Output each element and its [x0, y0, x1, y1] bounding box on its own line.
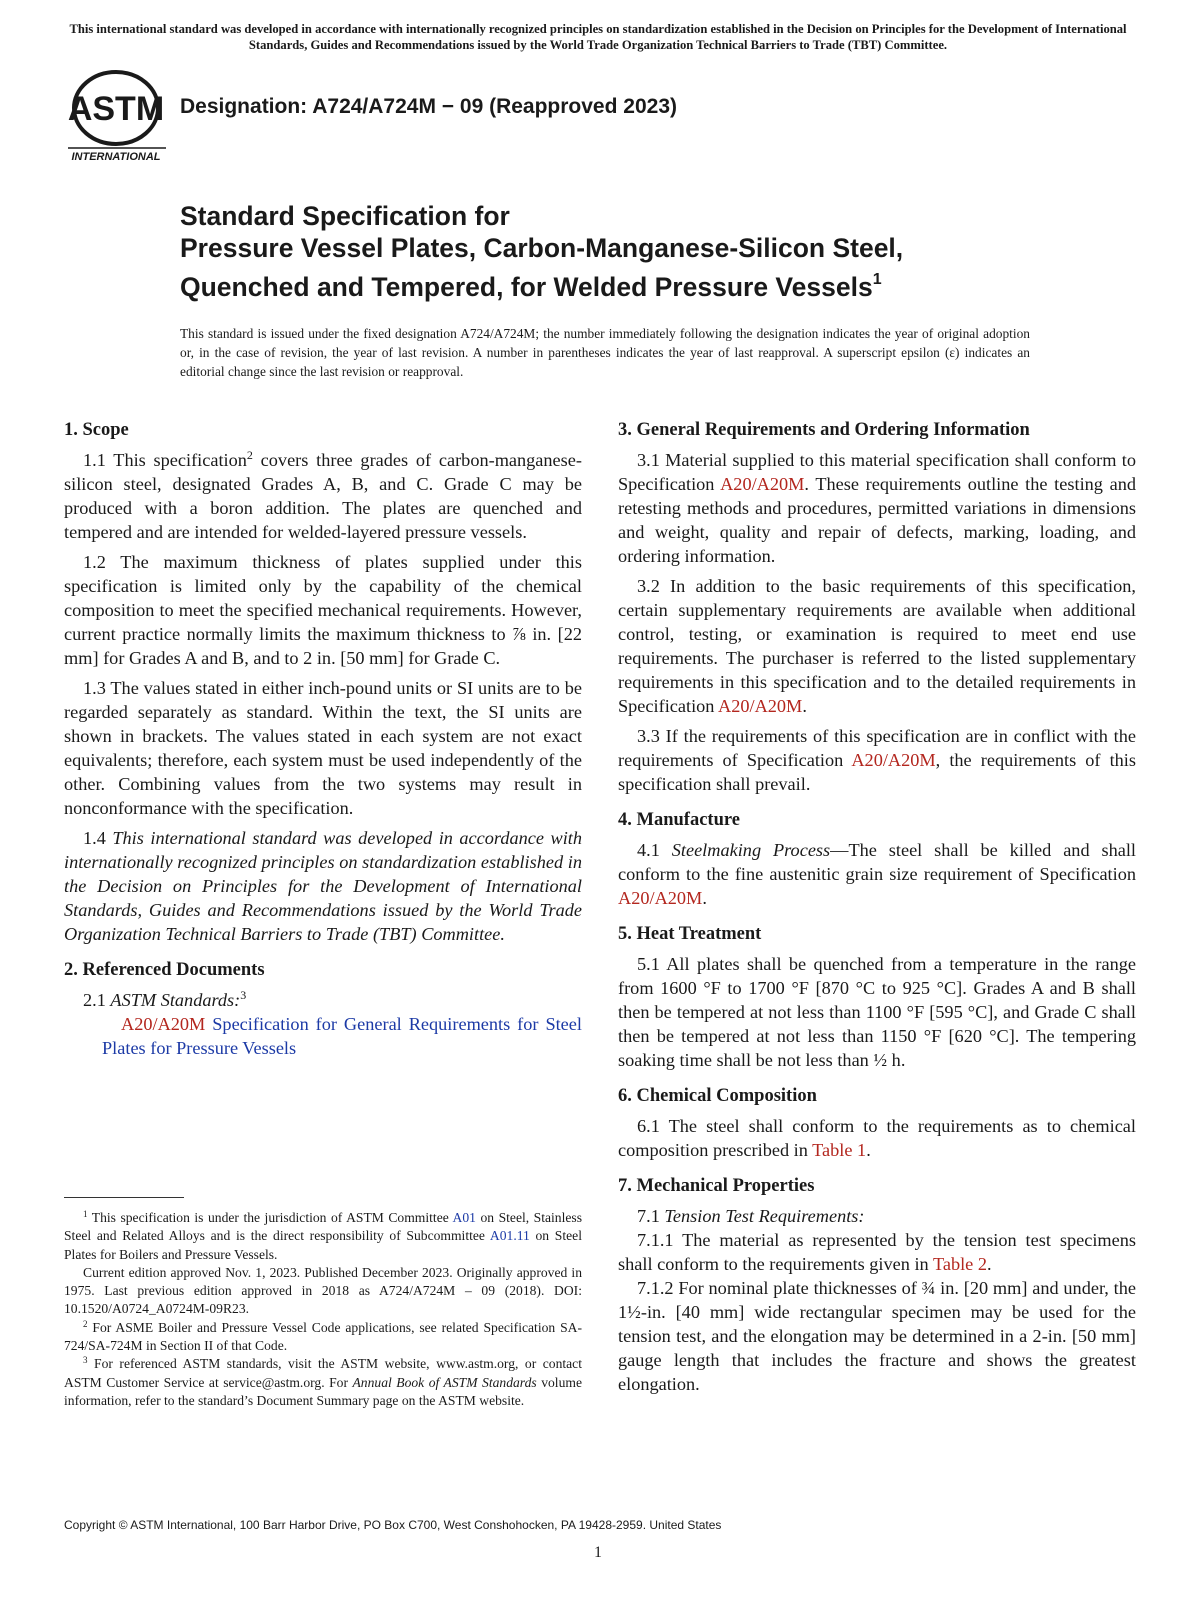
section-heading: 4. Manufacture — [618, 810, 740, 830]
paragraph-1-2: 1.2 The maximum thickness of plates supplied under this specification is limited only by the capability of the chemical composition to meet the specified mechanical requirements. However, current practice normally limits the maximum thickness to ⅞ in. [22 mm] for Grades A and B, and to 2 in. [50 mm] for Grade C. — [64, 552, 582, 668]
spec-link[interactable]: A20/A20M — [618, 888, 703, 908]
paragraph-3-3: 3.3 If the requirements of this specification are in conflict with the requirements of Specification A20/A20M, the requirements of this specification shall prevail. — [618, 726, 1136, 794]
footnote-1-edition: Current edition approved Nov. 1, 2023. Published December 2023. Originally approved in 1975. Last previous edition approved in 2018 as A724/A724M – 09 (2018). DOI: 10.1520/A0724_A0724M-09R23. — [64, 1264, 582, 1317]
committee-link[interactable]: A01 — [452, 1210, 476, 1225]
page-title — [180, 200, 1080, 303]
section-heading: 5. Heat Treatment — [618, 924, 762, 944]
left-column — [64, 418, 582, 1072]
footnotes — [64, 1209, 582, 1410]
section-referenced-documents — [64, 958, 582, 1060]
spec-link[interactable]: A20/A20M — [720, 474, 805, 494]
subcommittee-link[interactable]: A01.11 — [489, 1228, 530, 1244]
copyright: Copyright © ASTM International, 100 Barr Harbor Drive, PO Box C700, West Conshohocken, PA 19428-2959. United States — [64, 1518, 722, 1532]
section-heading: 6. Chemical Composition — [618, 1086, 817, 1106]
paragraph-5-1: 5.1 All plates shall be quenched from a temperature in the range from 1600 °F to 1700 °F [870 °C to 925 °C]. Grades A and B shall then be tempered at not less than 1100 °F [595 °C], and Grade C shall then be tempered at not less than 1150 °F [620 °C]. The tempering soaking time shall be not less than ½ h. — [618, 954, 1136, 1070]
footnote-3: $^3$ For referenced ASTM standards, visit the ASTM website, www.astm.org, or contact ASTM Customer Service at service@astm.org. For Annual Book of ASTM Standards volume information, refer to the standard’s Document Summary page on the ASTM website. — [64, 1355, 582, 1408]
section-heading: 7. Mechanical Properties — [618, 1176, 815, 1196]
reference-entry[interactable] — [64, 1012, 582, 1060]
paragraph-7-1-2: 7.1.2 For nominal plate thicknesses of ¾ in. [20 mm] and under, the 1½-in. [40 mm] wide rectangular specimen may be used for the tension test, and the elongation may be determined in a 2-in. [50 mm] gauge length that includes the fracture and shows the greatest elongation. — [618, 1278, 1136, 1394]
paragraph-7-1-1: 7.1.1 The material as represented by the tension test specimens shall conform to the requirements given in Table 2. — [618, 1230, 1136, 1274]
page-number: 1 — [594, 1544, 602, 1561]
right-column — [618, 418, 1136, 1408]
reference-link[interactable]: A20/A20M — [121, 1014, 206, 1034]
footnote-1: $^1$ This specification is under the jurisdiction of ASTM Committee A01 on Steel, Stainless Steel and Related Alloys and is the direct responsibility of Subcommittee A01.11 on Steel Plates for Boilers and Pressure Vessels. — [64, 1209, 582, 1262]
section-mechanical-properties — [618, 1174, 1136, 1396]
footnote-2: $^2$ For ASME Boiler and Pressure Vessel Code applications, see related Specification SA-724/SA-724M in Section II of that Code. — [64, 1318, 582, 1354]
wto-notice: This international standard was developed in accordance with internationally recognized principles on standardization established in the Decision on Principles for the Development of International Standards, Guides and Recommendations issued by the World Trade Organization Technical Barriers to Trade (TBT) Committee. — [69, 22, 1127, 52]
issue-note: This standard is issued under the fixed designation A724/A724M; the number immediately following the designation indicates the year of original adoption or, in the case of revision, the year of last revision. A number in parentheses indicates the year of last reapproval. A superscript epsilon (ε) indicates an editorial change since the last revision or reapproval. — [180, 326, 1030, 379]
astm-logo-icon — [66, 70, 170, 168]
section-chemical-composition — [618, 1084, 1136, 1162]
table-link[interactable]: Table 1 — [812, 1140, 867, 1160]
paragraph-3-2: 3.2 In addition to the basic requirements of this specification, certain supplementary requirements are available when additional control, testing, or examination is required to meet end use requirements. The purchaser is referred to the listed supplementary requirements in this specification and to the detailed requirements in Specification A20/A20M. — [618, 576, 1136, 716]
section-scope — [64, 418, 582, 946]
paragraph-3-1: 3.1 Material supplied to this material specification shall conform to Specification A20/A20M. These requirements outline the testing and retesting methods and procedures, permitted variations in dimensions and weight, quality and repair of defects, marking, loading, and ordering information. — [618, 450, 1136, 566]
paragraph-1-1: 1.1 This specification$^2$ covers three grades of carbon-manganese-silicon steel, designated Grades A, B, and C. Grade C may be produced with a boron addition. The plates are quenched and tempered and are intended for welded-layered pressure vessels. — [64, 448, 582, 542]
section-heading: 3. General Requirements and Ordering Information — [618, 420, 1030, 440]
paragraph-2-1: 2.1 ASTM Standards:$^3$ — [83, 988, 247, 1010]
paragraph-1-4: 1.4 This international standard was developed in accordance with internationally recognized principles on standardization established in the Decision on Principles for the Development of International Standards, Guides and Recommendations issued by the World Trade Organization Technical Barriers to Trade (TBT) Committee. — [64, 828, 583, 944]
section-heading: 1. Scope — [64, 420, 129, 440]
section-manufacture — [618, 808, 1136, 910]
logo-lettering: ASTM — [67, 90, 165, 128]
section-heat-treatment — [618, 922, 1136, 1072]
title-line-1: Standard Specification for — [180, 201, 510, 231]
title-line-3: Quenched and Tempered, for Welded Pressure Vessels — [180, 272, 873, 302]
title-footnote-mark: 1 — [872, 271, 882, 288]
astm-logo — [66, 70, 170, 168]
footnote-ref[interactable]: 2 — [246, 448, 253, 462]
paragraph-7-1: 7.1 Tension Test Requirements: — [637, 1206, 865, 1226]
logo-tagline: INTERNATIONAL — [71, 151, 161, 163]
spec-link[interactable]: A20/A20M — [851, 750, 936, 770]
footnote-divider — [64, 1197, 184, 1198]
table-link[interactable]: Table 2 — [932, 1254, 988, 1274]
spec-link[interactable]: A20/A20M — [718, 696, 803, 716]
reference-title-link[interactable]: Specification for General Requirements for Steel Plates for Pressure Vessels — [102, 1014, 582, 1058]
footnote-ref[interactable]: 3 — [240, 988, 247, 1002]
section-general-requirements — [618, 418, 1136, 796]
section-heading: 2. Referenced Documents — [64, 960, 265, 980]
title-line-2: Pressure Vessel Plates, Carbon-Manganese-Silicon Steel, — [180, 233, 904, 263]
paragraph-6-1: 6.1 The steel shall conform to the requirements as to chemical composition prescribed in Table 1. — [618, 1116, 1136, 1160]
paragraph-1-3: 1.3 The values stated in either inch-pound units or SI units are to be regarded separately as standard. Within the text, the SI units are shown in brackets. The values stated in each system are not exact equivalents; therefore, each system must be used independently of the other. Combining values from the two systems may result in nonconformance with the specification. — [64, 678, 582, 818]
designation: Designation: A724/A724M − 09 (Reapproved 2023) — [180, 95, 677, 118]
paragraph-4-1: 4.1 Steelmaking Process—The steel shall be killed and shall conform to the fine austenitic grain size requirement of Specification A20/A20M. — [618, 840, 1136, 908]
